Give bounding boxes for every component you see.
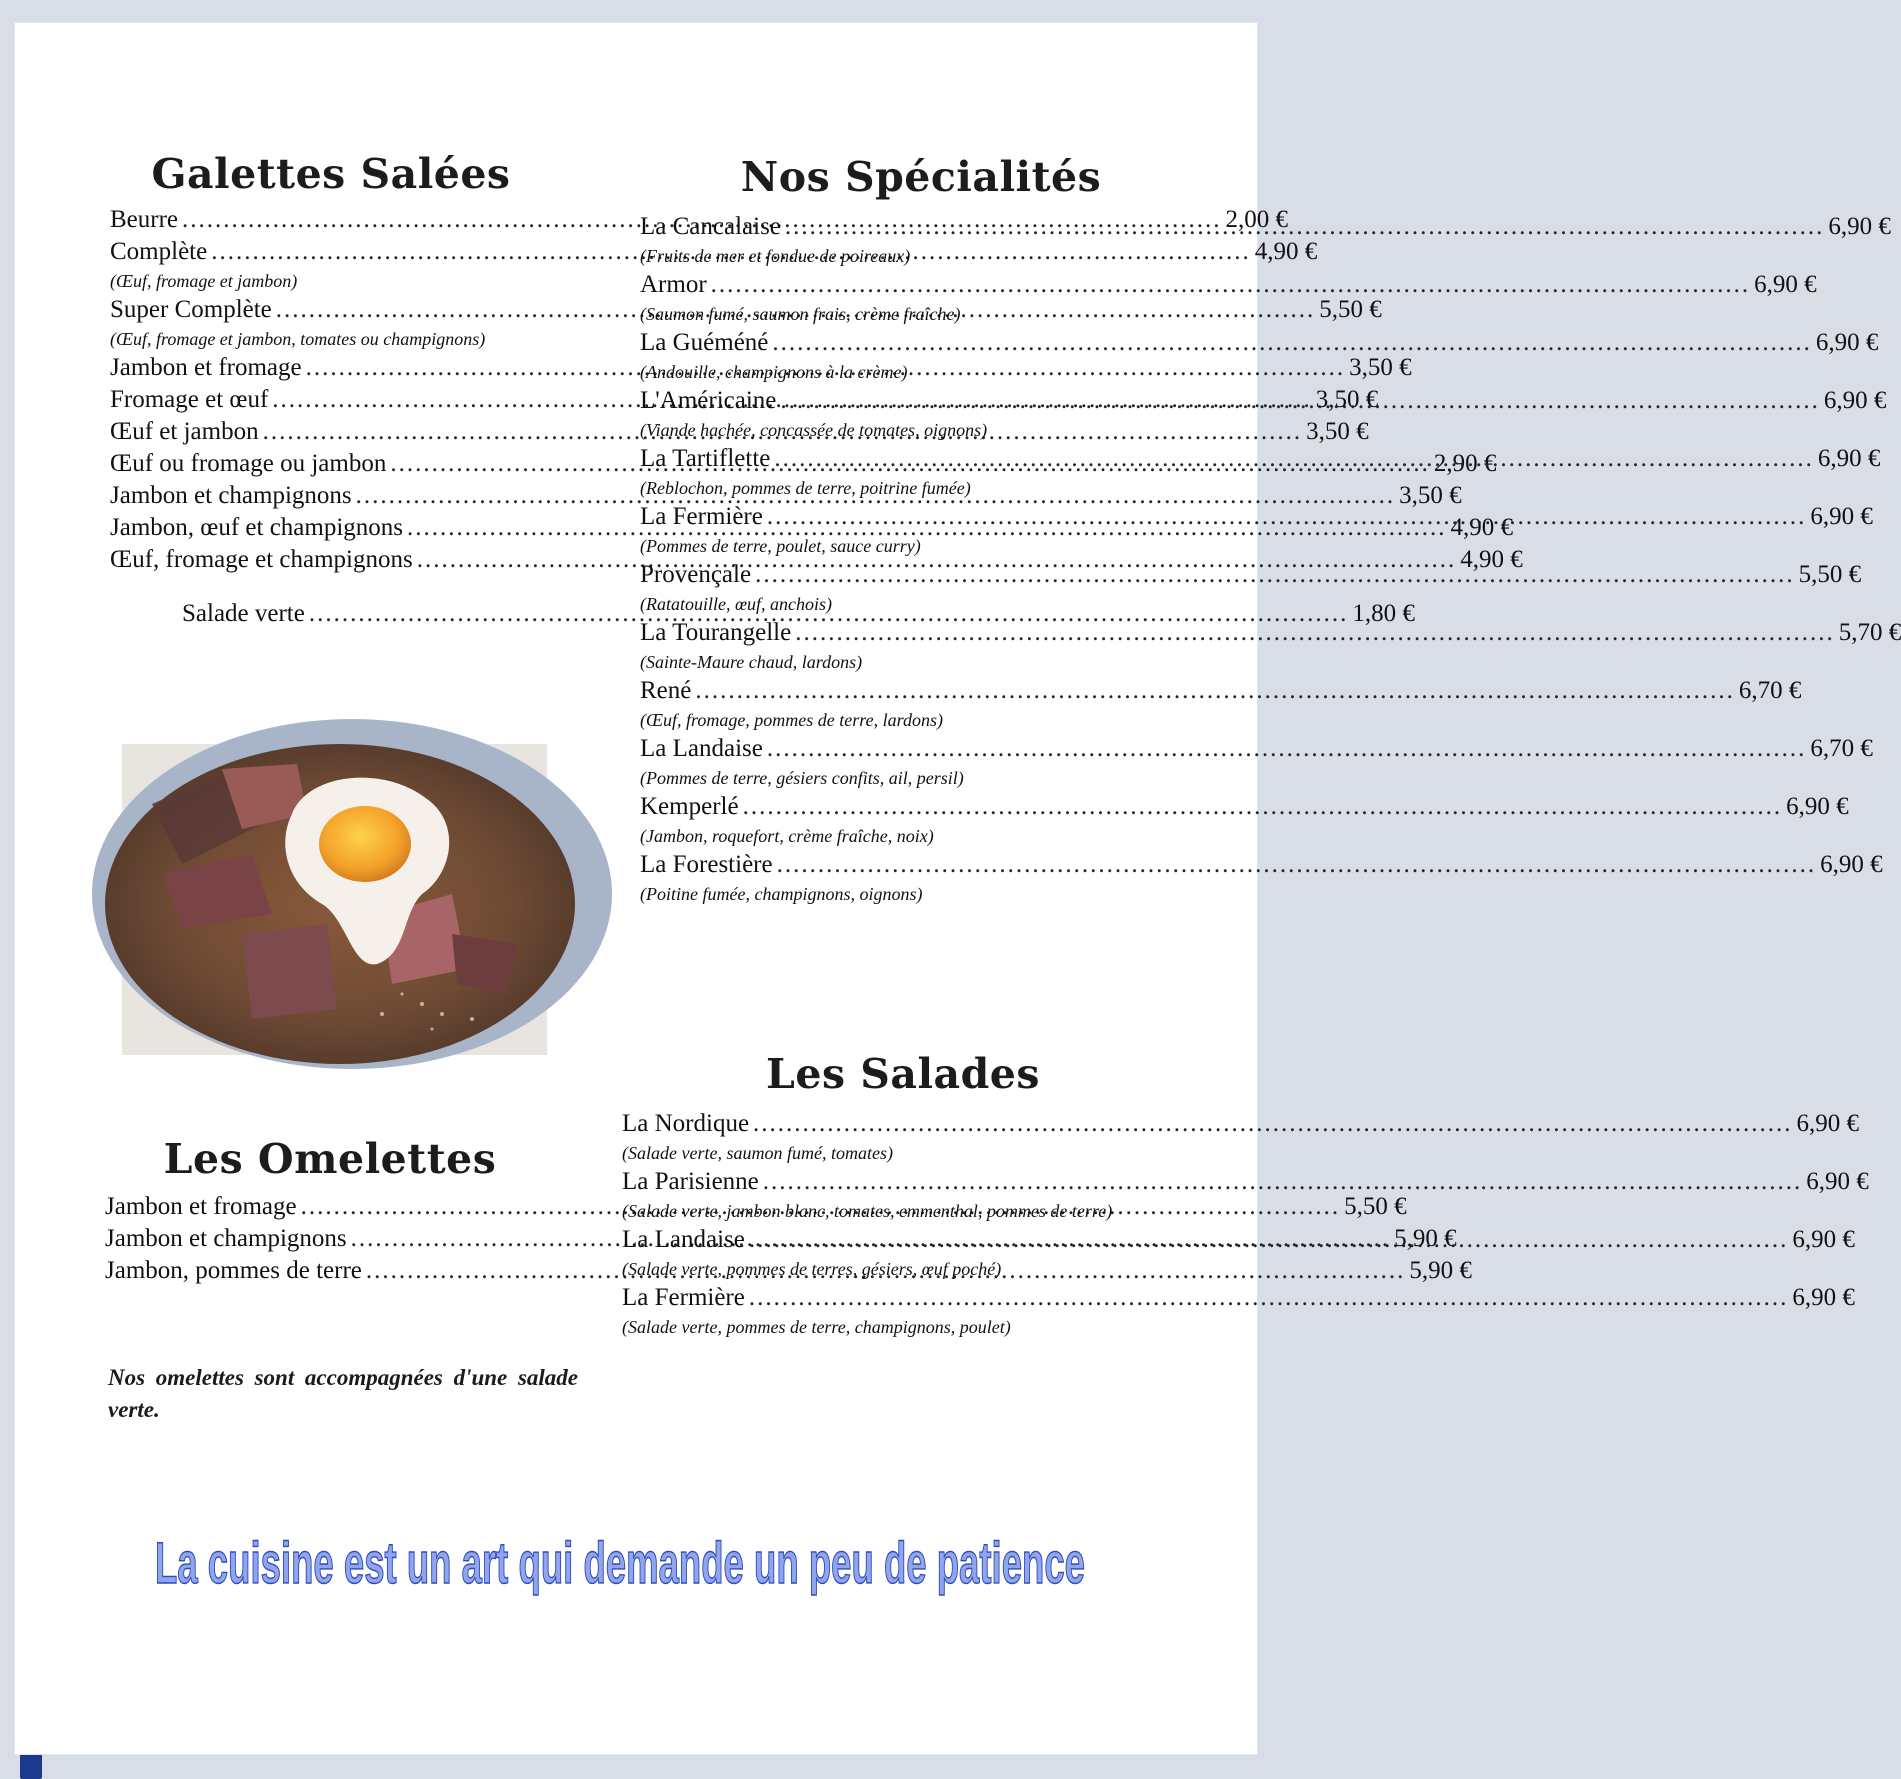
menu-item (640, 849, 1883, 881)
item-name: Œuf, fromage et champignons (110, 546, 413, 573)
item-description: (Ratatouille, œuf, anchois) (640, 594, 832, 614)
menu-item (622, 1166, 1869, 1198)
item-description: (Pommes de terre, gésiers confits, ail, persil) (640, 768, 964, 788)
item-name: Armor (640, 271, 707, 298)
item-name: La Tartiflette (640, 445, 771, 472)
menu-item (640, 733, 1873, 765)
dot-leader (767, 733, 1807, 765)
item-price: 1,80 € (1352, 600, 1415, 627)
item-name: Jambon et fromage (110, 354, 302, 381)
item-price: 5,90 € (1394, 1225, 1457, 1252)
salades-title: Les Salades (766, 1050, 1040, 1098)
item-price: 6,90 € (1792, 1284, 1855, 1311)
dot-leader (749, 1224, 1789, 1256)
item-name: Jambon et champignons (105, 1225, 347, 1252)
dot-leader (795, 617, 1835, 649)
item-price: 6,90 € (1754, 271, 1817, 298)
item-price: 6,90 € (1810, 503, 1873, 530)
item-price: 6,90 € (1796, 1110, 1860, 1137)
item-description: (Jambon, roquefort, crème fraîche, noix) (640, 826, 934, 846)
item-description: (Œuf, fromage et jambon, tomates ou champignons) (110, 329, 486, 349)
item-name: La Landaise (622, 1226, 745, 1253)
item-name: Jambon et champignons (110, 482, 352, 509)
item-name: La Tourangelle (640, 619, 792, 646)
menu-item (640, 791, 1849, 823)
item-description: (Reblochon, pommes de terre, poitrine fumée) (640, 478, 971, 498)
galettes-title: Galettes Salées (151, 150, 511, 198)
item-name: Jambon et fromage (105, 1193, 297, 1220)
item-description: (Œuf, fromage, pommes de terre, lardons) (640, 710, 943, 730)
item-name: Œuf ou fromage ou jambon (110, 450, 387, 477)
item-name: Œuf et jambon (110, 418, 259, 445)
dot-leader (743, 791, 1783, 823)
item-price: 5,50 € (1798, 561, 1862, 588)
dot-leader (711, 269, 1751, 301)
item-description: (Sainte-Maure chaud, lardons) (640, 652, 863, 672)
item-price: 6,90 € (1820, 851, 1883, 878)
dot-leader (695, 675, 1735, 707)
item-description: (Poitine fumée, champignons, oignons) (640, 884, 923, 904)
item-name: La Fermière (622, 1284, 745, 1311)
slogan-banner (150, 1505, 1090, 1615)
item-price: 6,90 € (1806, 1168, 1869, 1195)
dot-leader (777, 849, 1817, 881)
specialites-title: Nos Spécialités (740, 153, 1102, 201)
item-name: Kemperlé (640, 793, 739, 820)
item-name: Jambon, œuf et champignons (110, 514, 404, 541)
item-name: Provençale (640, 561, 752, 588)
item-description: (Fruits de mer et fondue de poireaux) (640, 246, 911, 266)
dot-leader (774, 443, 1814, 475)
item-name: Salade verte (182, 600, 305, 627)
item-name: Complète (110, 238, 208, 265)
item-price: 4,90 € (1450, 514, 1514, 541)
item-price: 6,90 € (1792, 1226, 1855, 1253)
dot-leader (755, 559, 1795, 591)
item-description: (Salade verte, saumon fumé, tomates) (622, 1143, 893, 1163)
item-description: (Salade verte, pommes de terres, gésiers, œuf poché) (622, 1259, 1002, 1279)
item-name: La Guéméné (640, 329, 769, 356)
dot-leader (785, 211, 1825, 243)
item-description: (Viande hachée, concassée de tomates, oignons) (640, 420, 988, 440)
item-price: 6,90 € (1786, 793, 1849, 820)
item-price: 6,70 € (1738, 677, 1802, 704)
item-name: Beurre (110, 206, 179, 233)
item-price: 6,90 € (1828, 213, 1891, 240)
menu-item (640, 327, 1879, 359)
menu-item (622, 1282, 1855, 1314)
item-name: L'Américaine (640, 387, 777, 414)
item-price: 5,70 € (1838, 619, 1901, 646)
dot-leader (763, 1166, 1803, 1198)
item-description: (Saumon fumé, saumon frais, crème fraîche) (640, 304, 961, 324)
item-price: 4,90 € (1254, 238, 1318, 265)
item-description: (Pommes de terre, poulet, sauce curry) (640, 536, 921, 556)
item-name: La Forestière (640, 851, 773, 878)
item-name: René (640, 677, 692, 704)
item-price: 2,00 € (1225, 206, 1289, 233)
item-name: La Fermière (640, 503, 763, 530)
item-name: La Nordique (622, 1110, 750, 1137)
item-name: La Parisienne (622, 1168, 759, 1195)
item-description: (Œuf, fromage et jambon) (110, 271, 298, 291)
menu-item (640, 617, 1901, 649)
item-name: La Cancalaise (640, 213, 781, 240)
item-price: 3,50 € (1315, 386, 1379, 413)
slogan-wordart (150, 1505, 1090, 1615)
menu-item (622, 1108, 1860, 1140)
item-description: (Andouille, champignons à la crème) (640, 362, 908, 382)
item-price: 3,50 € (1306, 418, 1369, 445)
item-price: 6,90 € (1823, 387, 1887, 414)
omelettes-title: Les Omelettes (163, 1135, 497, 1183)
omelettes-note: Nos omelettes sont accompagnées d'une salade verte. (108, 1365, 578, 1422)
item-price: 3,50 € (1399, 482, 1462, 509)
slogan-text: La cuisine est un art qui demande un peu de patience (155, 1531, 1085, 1596)
dot-leader (753, 1108, 1793, 1140)
dot-leader (772, 327, 1812, 359)
dot-leader (749, 1282, 1789, 1314)
item-price: 3,50 € (1349, 354, 1412, 381)
item-price: 2,90 € (1433, 450, 1497, 477)
item-name: Jambon, pommes de terre (105, 1257, 362, 1284)
dot-leader (767, 501, 1807, 533)
item-price: 6,90 € (1815, 329, 1879, 356)
menu-item (640, 675, 1802, 707)
item-price: 6,70 € (1810, 735, 1873, 762)
item-price: 5,50 € (1319, 296, 1382, 323)
galette-egg-image (122, 744, 547, 1055)
item-name: Fromage et œuf (110, 386, 269, 413)
item-price: 6,90 € (1817, 445, 1881, 472)
item-name: Super Complète (110, 296, 272, 323)
item-price: 5,50 € (1344, 1193, 1407, 1220)
item-description: (Salade verte, jambon blanc, tomates, emmenthal, pommes de terre) (622, 1201, 1113, 1221)
galette-photo (122, 744, 547, 1055)
menu-item (640, 269, 1817, 301)
item-price: 5,90 € (1409, 1257, 1472, 1284)
dot-leader (780, 385, 1820, 417)
item-description: (Salade verte, pommes de terre, champignons, poulet) (622, 1317, 1011, 1337)
item-name: La Landaise (640, 735, 763, 762)
item-price: 4,90 € (1460, 546, 1523, 573)
